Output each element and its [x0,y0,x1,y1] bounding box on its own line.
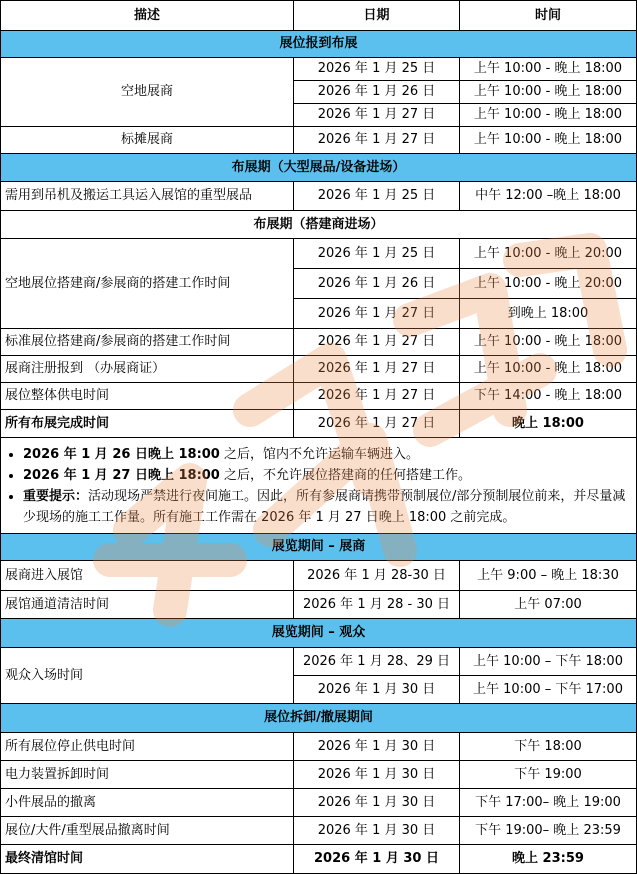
row-desc: 空地展位搭建商/参展商的搭建工作时间 [1,239,294,329]
row-date: 2026 年 1 月 25 日 [294,58,460,81]
row-date: 2026 年 1 月 25 日 [294,239,460,269]
row-date: 2026 年 1 月 27 日 [294,329,460,356]
table-row [1,591,637,619]
section-row [1,534,637,561]
row-date: 2026 年 1 月 26 日 [294,269,460,299]
note-item [23,486,630,528]
table-row [1,239,637,269]
notes-list [7,444,630,528]
row-time: 上午 07:00 [460,591,637,619]
section-title-teardown: 展位拆卸/撤展期间 [1,704,637,733]
section-title-heavy: 布展期（大型展品/设备进场） [1,154,637,182]
table-row [1,356,637,383]
table-row [1,733,637,761]
row-date: 2026 年 1 月 28 - 30 日 [294,591,460,619]
col-header-desc: 描述 [1,1,294,31]
row-desc: 展位整体供电时间 [1,383,294,410]
row-desc: 需用到吊机及搬运工具运入展馆的重型展品 [1,182,294,211]
row-time: 上午 10:00 – 下午 17:00 [460,676,637,704]
row-date: 2026 年 1 月 27 日 [294,127,460,154]
row-date: 2026 年 1 月 30 日 [294,817,460,845]
row-desc: 空地展商 [1,58,294,127]
row-desc: 标准展位搭建商/参展商的搭建工作时间 [1,329,294,356]
row-time: 到晚上 18:00 [460,299,637,329]
row-date: 2026 年 1 月 30 日 [294,733,460,761]
row-time: 上午 10:00 – 下午 18:00 [460,648,637,676]
row-time: 上午 9:00 – 晚上 18:30 [460,561,637,591]
notes-row [1,438,637,534]
row-time: 下午 19:00 [460,761,637,789]
section-row [1,704,637,733]
note-bold: 2026 年 1 月 26 日晚上 18:00 [23,446,220,462]
row-desc: 所有布展完成时间 [1,410,294,438]
row-date: 2026 年 1 月 27 日 [294,356,460,383]
row-desc: 展馆通道清洁时间 [1,591,294,619]
table-row [1,561,637,591]
note-text: 活动现场严禁进行夜间施工。因此，所有参展商请携带预制展位/部分预制展位前来，并尽量减少现场的施工工作量。所有施工工作需在 2026 年 1 月 27 日晚上 18:00 之前完成。 [23,488,626,525]
row-date: 2026 年 1 月 27 日 [294,383,460,410]
table-row [1,58,637,81]
table-row [1,648,637,676]
row-time: 上午 10:00 - 晚上 18:00 [460,104,637,127]
section-row [1,211,637,239]
row-time: 下午 18:00 [460,733,637,761]
row-date: 2026 年 1 月 28-30 日 [294,561,460,591]
row-desc: 标摊展商 [1,127,294,154]
section-title-exhibitor: 展览期间 – 展商 [1,534,637,561]
row-desc: 所有展位停止供电时间 [1,733,294,761]
row-date: 2026 年 1 月 28、29 日 [294,648,460,676]
row-date: 2026 年 1 月 27 日 [294,104,460,127]
note-text: 之后，不允许展位搭建商的任何搭建工作。 [219,467,471,483]
note-item [23,465,630,486]
table-row [1,383,637,410]
row-date: 2026 年 1 月 30 日 [294,845,460,874]
row-desc: 展位/大件/重型展品撤离时间 [1,817,294,845]
col-header-time: 时间 [460,1,637,31]
row-desc: 展商进入展馆 [1,561,294,591]
table-row [1,761,637,789]
row-date: 2026 年 1 月 30 日 [294,761,460,789]
row-desc: 电力装置拆卸时间 [1,761,294,789]
note-text: 之后，馆内不允许运输车辆进入。 [219,446,419,462]
row-time: 下午 17:00– 晚上 19:00 [460,789,637,817]
col-header-date: 日期 [294,1,460,31]
section-row [1,154,637,182]
row-time: 下午 14:00 - 晚上 18:00 [460,383,637,410]
row-time: 上午 10:00 - 晚上 18:00 [460,356,637,383]
row-time: 下午 19:00– 晚上 23:59 [460,817,637,845]
section-title-builder: 布展期（搭建商进场） [1,211,637,239]
row-time: 晚上 18:00 [460,410,637,438]
table-header-row [1,1,637,31]
row-desc: 观众入场时间 [1,648,294,704]
table-row [1,182,637,211]
section-row [1,31,637,58]
table-row [1,817,637,845]
row-time: 上午 10:00 - 晚上 18:00 [460,58,637,81]
row-desc: 小件展品的撤离 [1,789,294,817]
row-time: 上午 10:00 - 晚上 18:00 [460,329,637,356]
row-date: 2026 年 1 月 30 日 [294,789,460,817]
row-time: 中午 12:00 –晚上 18:00 [460,182,637,211]
row-time: 晚上 23:59 [460,845,637,874]
row-date: 2026 年 1 月 27 日 [294,299,460,329]
note-item [23,444,630,465]
row-date: 2026 年 1 月 30 日 [294,676,460,704]
section-title-checkin: 展位报到布展 [1,31,637,58]
row-time: 上午 10:00 - 晚上 20:00 [460,269,637,299]
note-bold: 2026 年 1 月 27 日晚上 18:00 [23,467,220,483]
table-row [1,410,637,438]
row-time: 上午 10:00 - 晚上 20:00 [460,239,637,269]
table-row [1,845,637,874]
row-date: 2026 年 1 月 25 日 [294,182,460,211]
section-title-visitor: 展览期间 – 观众 [1,619,637,648]
row-time: 上午 10:00 - 晚上 18:00 [460,81,637,104]
note-bold: 重要提示： [23,488,89,504]
table-row [1,789,637,817]
row-time: 上午 10:00 - 晚上 18:00 [460,127,637,154]
table-row [1,329,637,356]
section-row [1,619,637,648]
row-date: 2026 年 1 月 27 日 [294,410,460,438]
row-date: 2026 年 1 月 26 日 [294,81,460,104]
notes-cell [1,438,637,534]
row-desc: 最终清馆时间 [1,845,294,874]
table-row [1,127,637,154]
row-desc: 展商注册报到 （办展商证） [1,356,294,383]
